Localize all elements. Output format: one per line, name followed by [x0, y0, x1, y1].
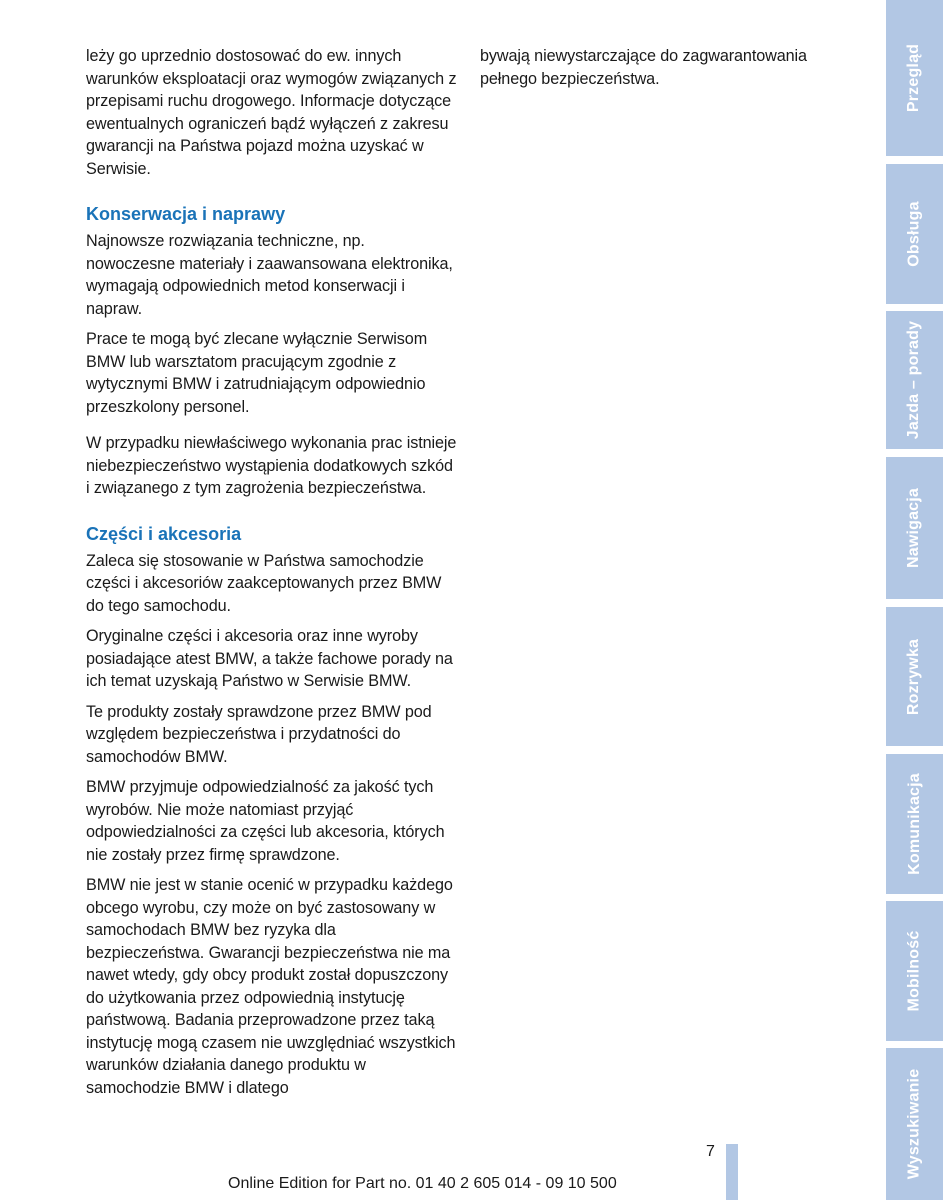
paragraph-parts-1: Zaleca się stosowanie w Państwa samochodzie części i akcesoriów zaakceptowanych przez BMW do tego samochodu.	[86, 551, 442, 615]
tab-overview-label: Przegląd	[905, 43, 923, 113]
right-column	[480, 45, 842, 98]
paragraph-parts-4: BMW przyjmuje odpowiedzialność za jakość tych wyrobów. Nie może natomiast przyjąć odpowiedzialności za części lub akcesoria, których nie zostały przez firmę sprawdzone.	[86, 778, 445, 864]
footer-edition: Online Edition for Part no. 01 40 2 605 014 - 09 10 500	[228, 1175, 617, 1192]
paragraph-parts-5: BMW nie jest w stanie ocenić w przypadku każdego obcego wyrobu, czy może on być zastosowany w samochodach BMW bez ryzyka dla bezpieczeństwa. Gwarancji bezpieczeństwa nie ma nawet wtedy, gdy obcy produkt został dopuszczony do użytkowania przez odpowiednią instytucję państwową. Badania przeprowadzone przez taką instytucję mogą czasem nie uwzględniać wszystkich warunków działania danego produktu w samochodzie BMW i dlatego	[86, 876, 456, 1097]
heading-parts: Części i akcesoria	[86, 523, 242, 544]
tab-search-label: Wyszukiwanie	[905, 1068, 923, 1180]
paragraph-maintenance-3: W przypadku niewłaściwego wykonania prac istnieje niebezpieczeństwo wystąpienia dodatkowych szkód i związanego z tym zagrożenia bezpieczeństwa.	[86, 434, 457, 497]
left-column	[86, 45, 458, 1107]
page-marker-bar	[726, 1144, 738, 1200]
tab-operation[interactable]	[886, 164, 943, 304]
tab-driving-tips-label: Jazda – porady	[905, 320, 923, 440]
section-tabs	[886, 0, 943, 1200]
paragraph-intro: leży go uprzednio dostosować do ew. innych warunków eksploatacji oraz wymogów związanych z przepisami ruchu drogowego. Informacje dotyczące ewentualnych ograniczeń bądź wyłączeń z zakresu gwarancji na Państwa pojazd można uzyskać w Serwisie.	[86, 47, 457, 178]
tab-navigation[interactable]	[886, 457, 943, 599]
tab-overview[interactable]	[886, 0, 943, 156]
page-number: 7	[706, 1143, 715, 1160]
tab-navigation-label: Nawigacja	[905, 487, 923, 569]
paragraph-maintenance-2: Prace te mogą być zlecane wyłącznie Serwisom BMW lub warsztatom pracującym zgodnie z wytycznymi BMW i zatrudniającym odpowiednio przeszkolony personel.	[86, 330, 428, 416]
tab-search[interactable]	[886, 1048, 943, 1200]
tab-driving-tips[interactable]	[886, 311, 943, 449]
paragraph-maintenance-1: Najnowsze rozwiązania techniczne, np. nowoczesne materiały i zaawansowana elektronika, wymagają odpowiednich metod konserwacji i napraw.	[86, 232, 453, 318]
tab-communication-label: Komunikacja	[905, 773, 923, 875]
tab-entertainment[interactable]	[886, 607, 943, 746]
paragraph-parts-3: Te produkty zostały sprawdzone przez BMW pod względem bezpieczeństwa i przydatności do samochodów BMW.	[86, 702, 432, 766]
tab-operation-label: Obsługa	[905, 201, 923, 267]
tab-mobility[interactable]	[886, 901, 943, 1041]
paragraph-continued: bywają niewystarczające do zagwarantowania pełnego bezpieczeństwa.	[480, 47, 807, 88]
tab-mobility-label: Mobilność	[905, 930, 923, 1012]
tab-communication[interactable]	[886, 754, 943, 894]
paragraph-parts-2: Oryginalne części i akcesoria oraz inne wyroby posiadające atest BMW, a także fachowe porady na ich temat uzyskają Państwo w Serwisie BMW.	[86, 627, 453, 690]
tab-entertainment-label: Rozrywka	[905, 638, 923, 715]
heading-maintenance: Konserwacja i naprawy	[86, 204, 286, 224]
